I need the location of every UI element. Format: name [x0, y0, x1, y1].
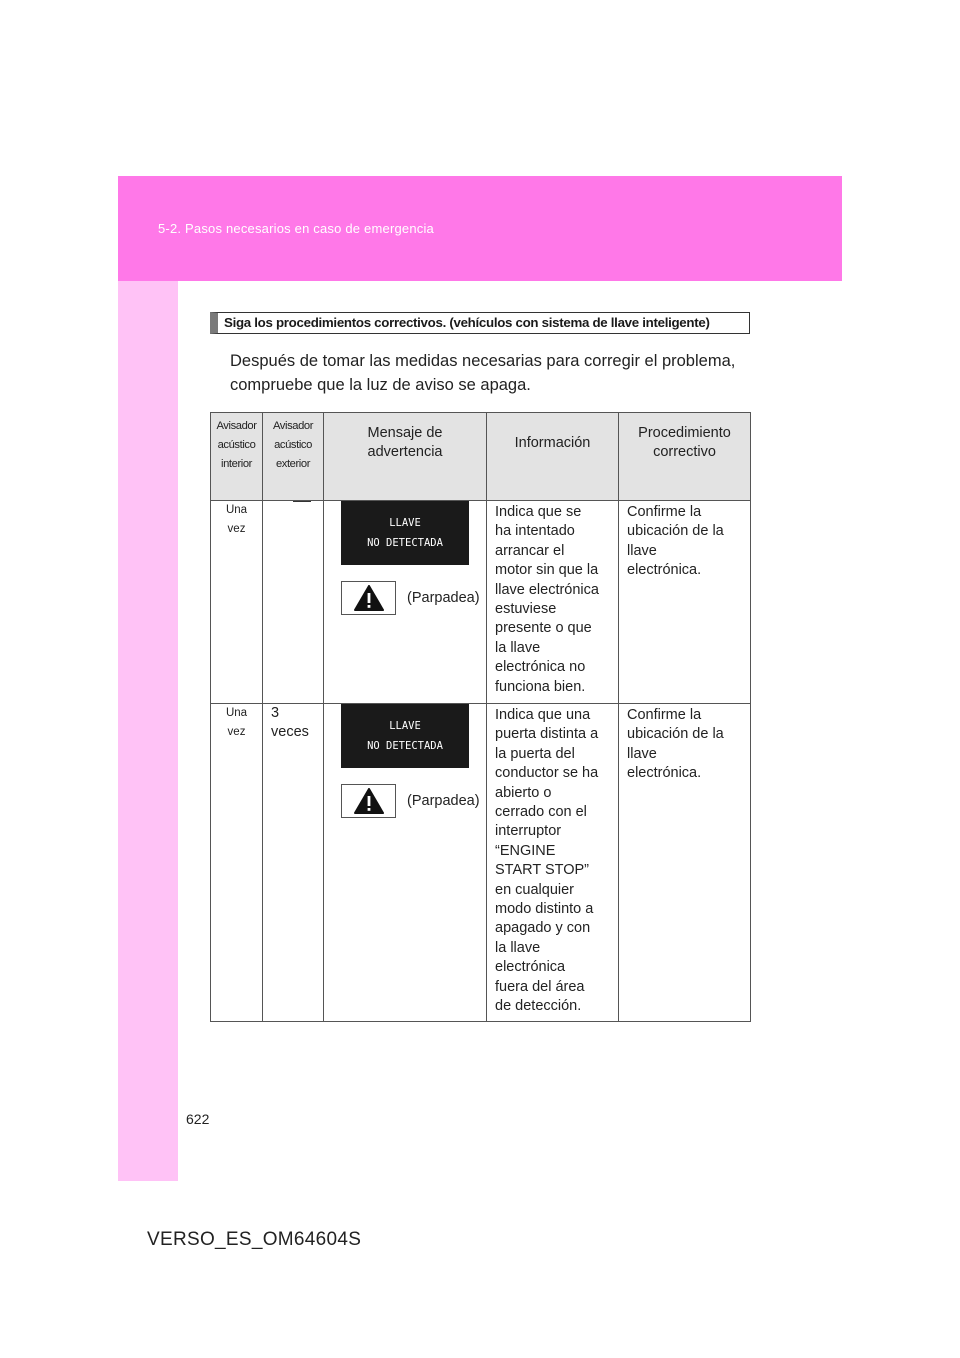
procedure-cell: Confirme la ubicación de la llave electrónica.: [619, 704, 751, 1022]
blink-note: (Parpadea): [407, 590, 480, 606]
intro-text: Después de tomar las medidas necesarias para corregir el problema, compruebe que la luz de aviso se apaga.: [230, 352, 736, 394]
information-cell: Indica que se ha intentado arrancar el motor sin que la llave electrónica estuviese presente o que la llave electrónica no funciona bien.: [487, 501, 619, 704]
section-breadcrumb: 5-2. Pasos necesarios en caso de emergencia: [158, 221, 434, 236]
multi-info-display: LLAVE NO DETECTADA: [341, 501, 469, 565]
warning-triangle-icon: [341, 784, 396, 818]
section-title: Siga los procedimientos correctivos. (vehículos con sistema de llave inteligente): [210, 312, 750, 334]
blink-note: (Parpadea): [407, 793, 480, 809]
interior-buzzer-cell: Una vez: [211, 501, 263, 704]
header-procedure: Procedimiento correctivo: [619, 413, 751, 501]
header-information: Información: [487, 413, 619, 501]
warning-message-cell: [324, 704, 487, 1022]
procedure-cell: Confirme la ubicación de la llave electrónica.: [619, 501, 751, 704]
header-exterior-buzzer: Avisador acústico exterior: [263, 413, 324, 501]
side-strip: [118, 281, 178, 1181]
exterior-buzzer-cell: 3 veces: [263, 704, 324, 1022]
dash-line: [293, 501, 311, 502]
table-header-row: [211, 413, 751, 501]
multi-info-display: LLAVE NO DETECTADA: [341, 704, 469, 768]
information-cell: Indica que una puerta distinta a la puerta del conductor se ha abierto o cerrado con el interruptor “ENGINE START STOP” en cualquier modo distinto a apagado y con la llave electrónica fuera del área de detección.: [487, 704, 619, 1022]
header-warning-message: Mensaje de advertencia: [324, 413, 487, 501]
document-code: VERSO_ES_OM64604S: [147, 1229, 362, 1250]
table-row: [211, 704, 751, 1022]
warning-message-cell: [324, 501, 487, 704]
warning-triangle-icon: [341, 581, 396, 615]
table-row: [211, 501, 751, 704]
header-interior-buzzer: Avisador acústico interior: [211, 413, 263, 501]
page-number: 622: [186, 1111, 210, 1127]
warning-table: [210, 412, 751, 1022]
interior-buzzer-cell: Una vez: [211, 704, 263, 1022]
exterior-buzzer-cell: [263, 501, 324, 704]
